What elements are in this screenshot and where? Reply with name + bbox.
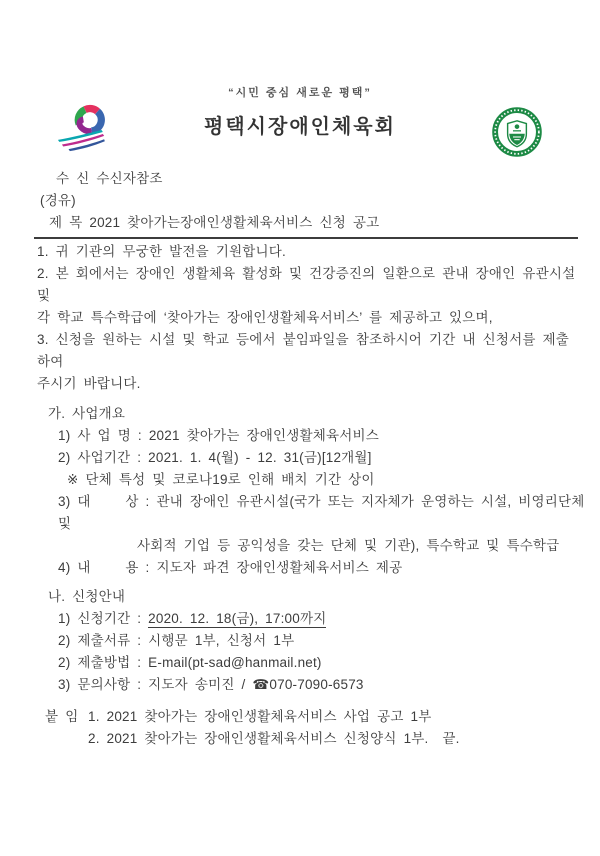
overview-item-target-line-1: 3) 대 상 : 관내 장애인 유관시설(국가 또는 지자체가 운영하는 시설, 비영리단체 및 (58, 494, 592, 531)
attachment-item-1: 1. 2021 찾아가는 장애인생활체육서비스 사업 공고 1부 (88, 709, 432, 724)
association-seal-icon (492, 107, 542, 162)
recipient-line: 수 신 수신자참조 (56, 171, 163, 186)
body-paragraph-2-line-1: 2. 본 회에서는 장애인 생활체육 활성화 및 건강증진의 일환으로 관내 장애인 유관시설 및 (37, 266, 583, 303)
overview-item-target-line-2: 사회적 기업 등 공익성을 갖는 단체 및 기관), 특수학교 및 특수학급 (137, 538, 560, 553)
apply-deadline-label: 1) 신청기간 : (58, 611, 149, 626)
attachment-row-2 (45, 728, 600, 750)
body-paragraph-3-line-2: 주시기 바랍니다. (37, 376, 141, 391)
overview-period-note: ※ 단체 특성 및 코로나19로 인해 배치 기간 상이 (67, 472, 375, 487)
attachment-label-spacer (45, 728, 88, 750)
overview-item-name: 1) 사 업 명 : 2021 찾아가는 장애인생활체육서비스 (58, 428, 379, 443)
overview-section-heading: 가. 사업개요 (48, 406, 126, 421)
organization-title: 평택시장애인체육회 (204, 116, 396, 138)
attachment-item-2: 2. 2021 찾아가는 장애인생활체육서비스 신청양식 1부. 끝. (88, 731, 460, 746)
apply-section-heading: 나. 신청안내 (48, 589, 126, 604)
apply-item-method: 2) 제출방법 : E-mail(pt-sad@hanmail.net) (58, 655, 322, 670)
overview-item-content: 4) 내 용 : 지도자 파견 장애인생활체육서비스 제공 (58, 560, 403, 575)
body-paragraph-3-line-1: 3. 신청을 원하는 시설 및 학교 등에서 붙임파일을 참조하시어 기간 내 신청서를 제출하여 (37, 332, 570, 369)
apply-item-deadline (58, 608, 600, 630)
overview-item-period: 2) 사업기간 : 2021. 1. 4(월) - 12. 31(금)[12개월] (58, 450, 372, 465)
attachment-row-1 (45, 706, 600, 728)
via-line: (경유) (40, 193, 76, 208)
subject-divider (34, 237, 578, 239)
subject-line: 제 목 2021 찾아가는장애인생활체육서비스 신청 공고 (49, 215, 380, 230)
city-slogan: “시민 중심 새로운 평택” (228, 87, 372, 99)
attachment-label: 붙 임 (45, 709, 79, 724)
body-paragraph-1: 1. 귀 기관의 무궁한 발전을 기원합니다. (37, 244, 286, 259)
apply-item-contact: 3) 문의사항 : 지도자 송미진 / ☎070-7090-6573 (58, 677, 364, 692)
letter-body (0, 168, 600, 750)
body-paragraph-2-line-2: 각 학교 특수학급에 ‘찾아가는 장애인생활체육서비스’ 를 제공하고 있으며, (37, 310, 493, 325)
apply-deadline-value: 2020. 12. 18(금), 17:00까지 (148, 611, 327, 626)
apply-item-documents: 2) 제출서류 : 시행문 1부, 신청서 1부 (58, 633, 295, 648)
